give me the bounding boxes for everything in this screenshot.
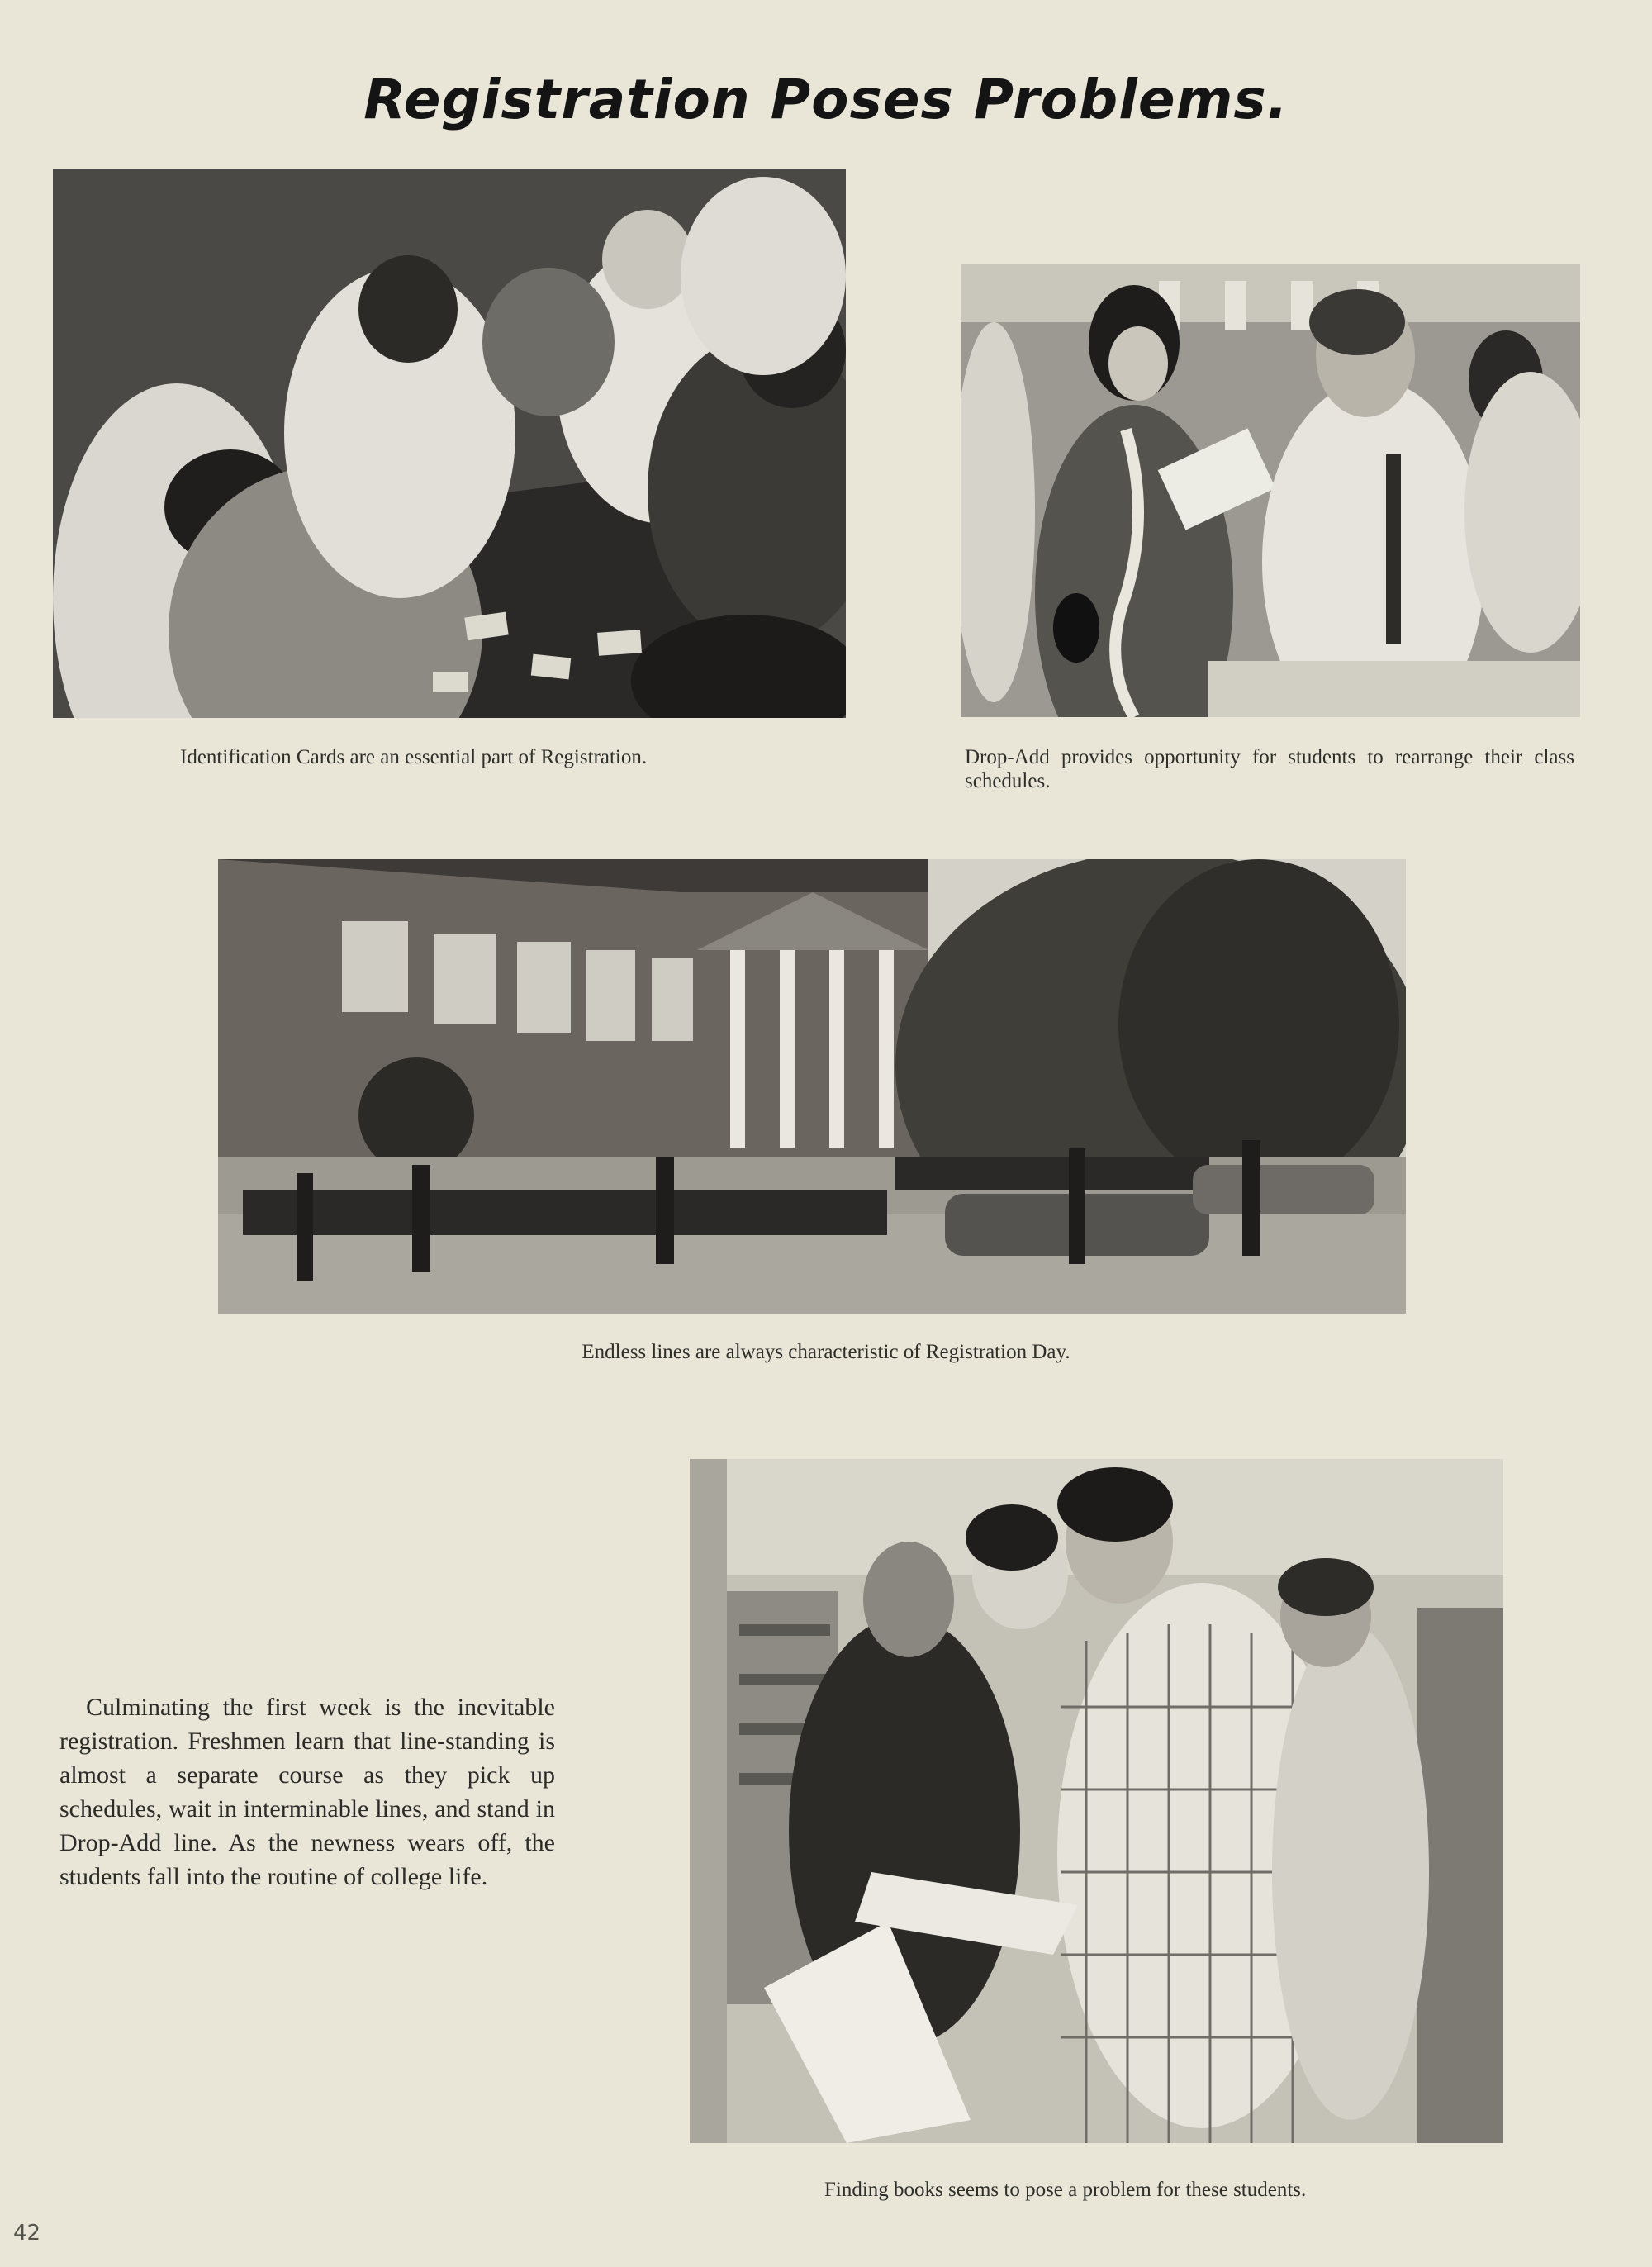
registration-lines-caption: Endless lines are always characteristic of Registration Day. xyxy=(582,1341,1070,1363)
id-cards-caption: Identification Cards are an essential part of Registration. xyxy=(180,746,648,768)
id-cards-photo xyxy=(53,169,846,718)
bookstore-photo xyxy=(690,1459,1503,2143)
page-title: Registration Poses Problems. xyxy=(363,68,1289,131)
drop-add-photo xyxy=(961,264,1580,717)
bookstore-caption: Finding books seems to pose a problem for these students. xyxy=(824,2179,1307,2201)
drop-add-caption: Drop-Add provides opportunity for students to rearrange their class schedules. xyxy=(965,746,1574,792)
registration-lines-photo xyxy=(218,859,1406,1314)
page-number: 42 xyxy=(13,2221,41,2246)
body-paragraph: Culminating the first week is the inevitable registration. Freshmen learn that line-standing is almost a separate course as they pick up schedules, wait in interminable lines, and stand in Drop-Add line. As the newness wears off, the students fall into the routine of college life. xyxy=(59,1694,555,1890)
